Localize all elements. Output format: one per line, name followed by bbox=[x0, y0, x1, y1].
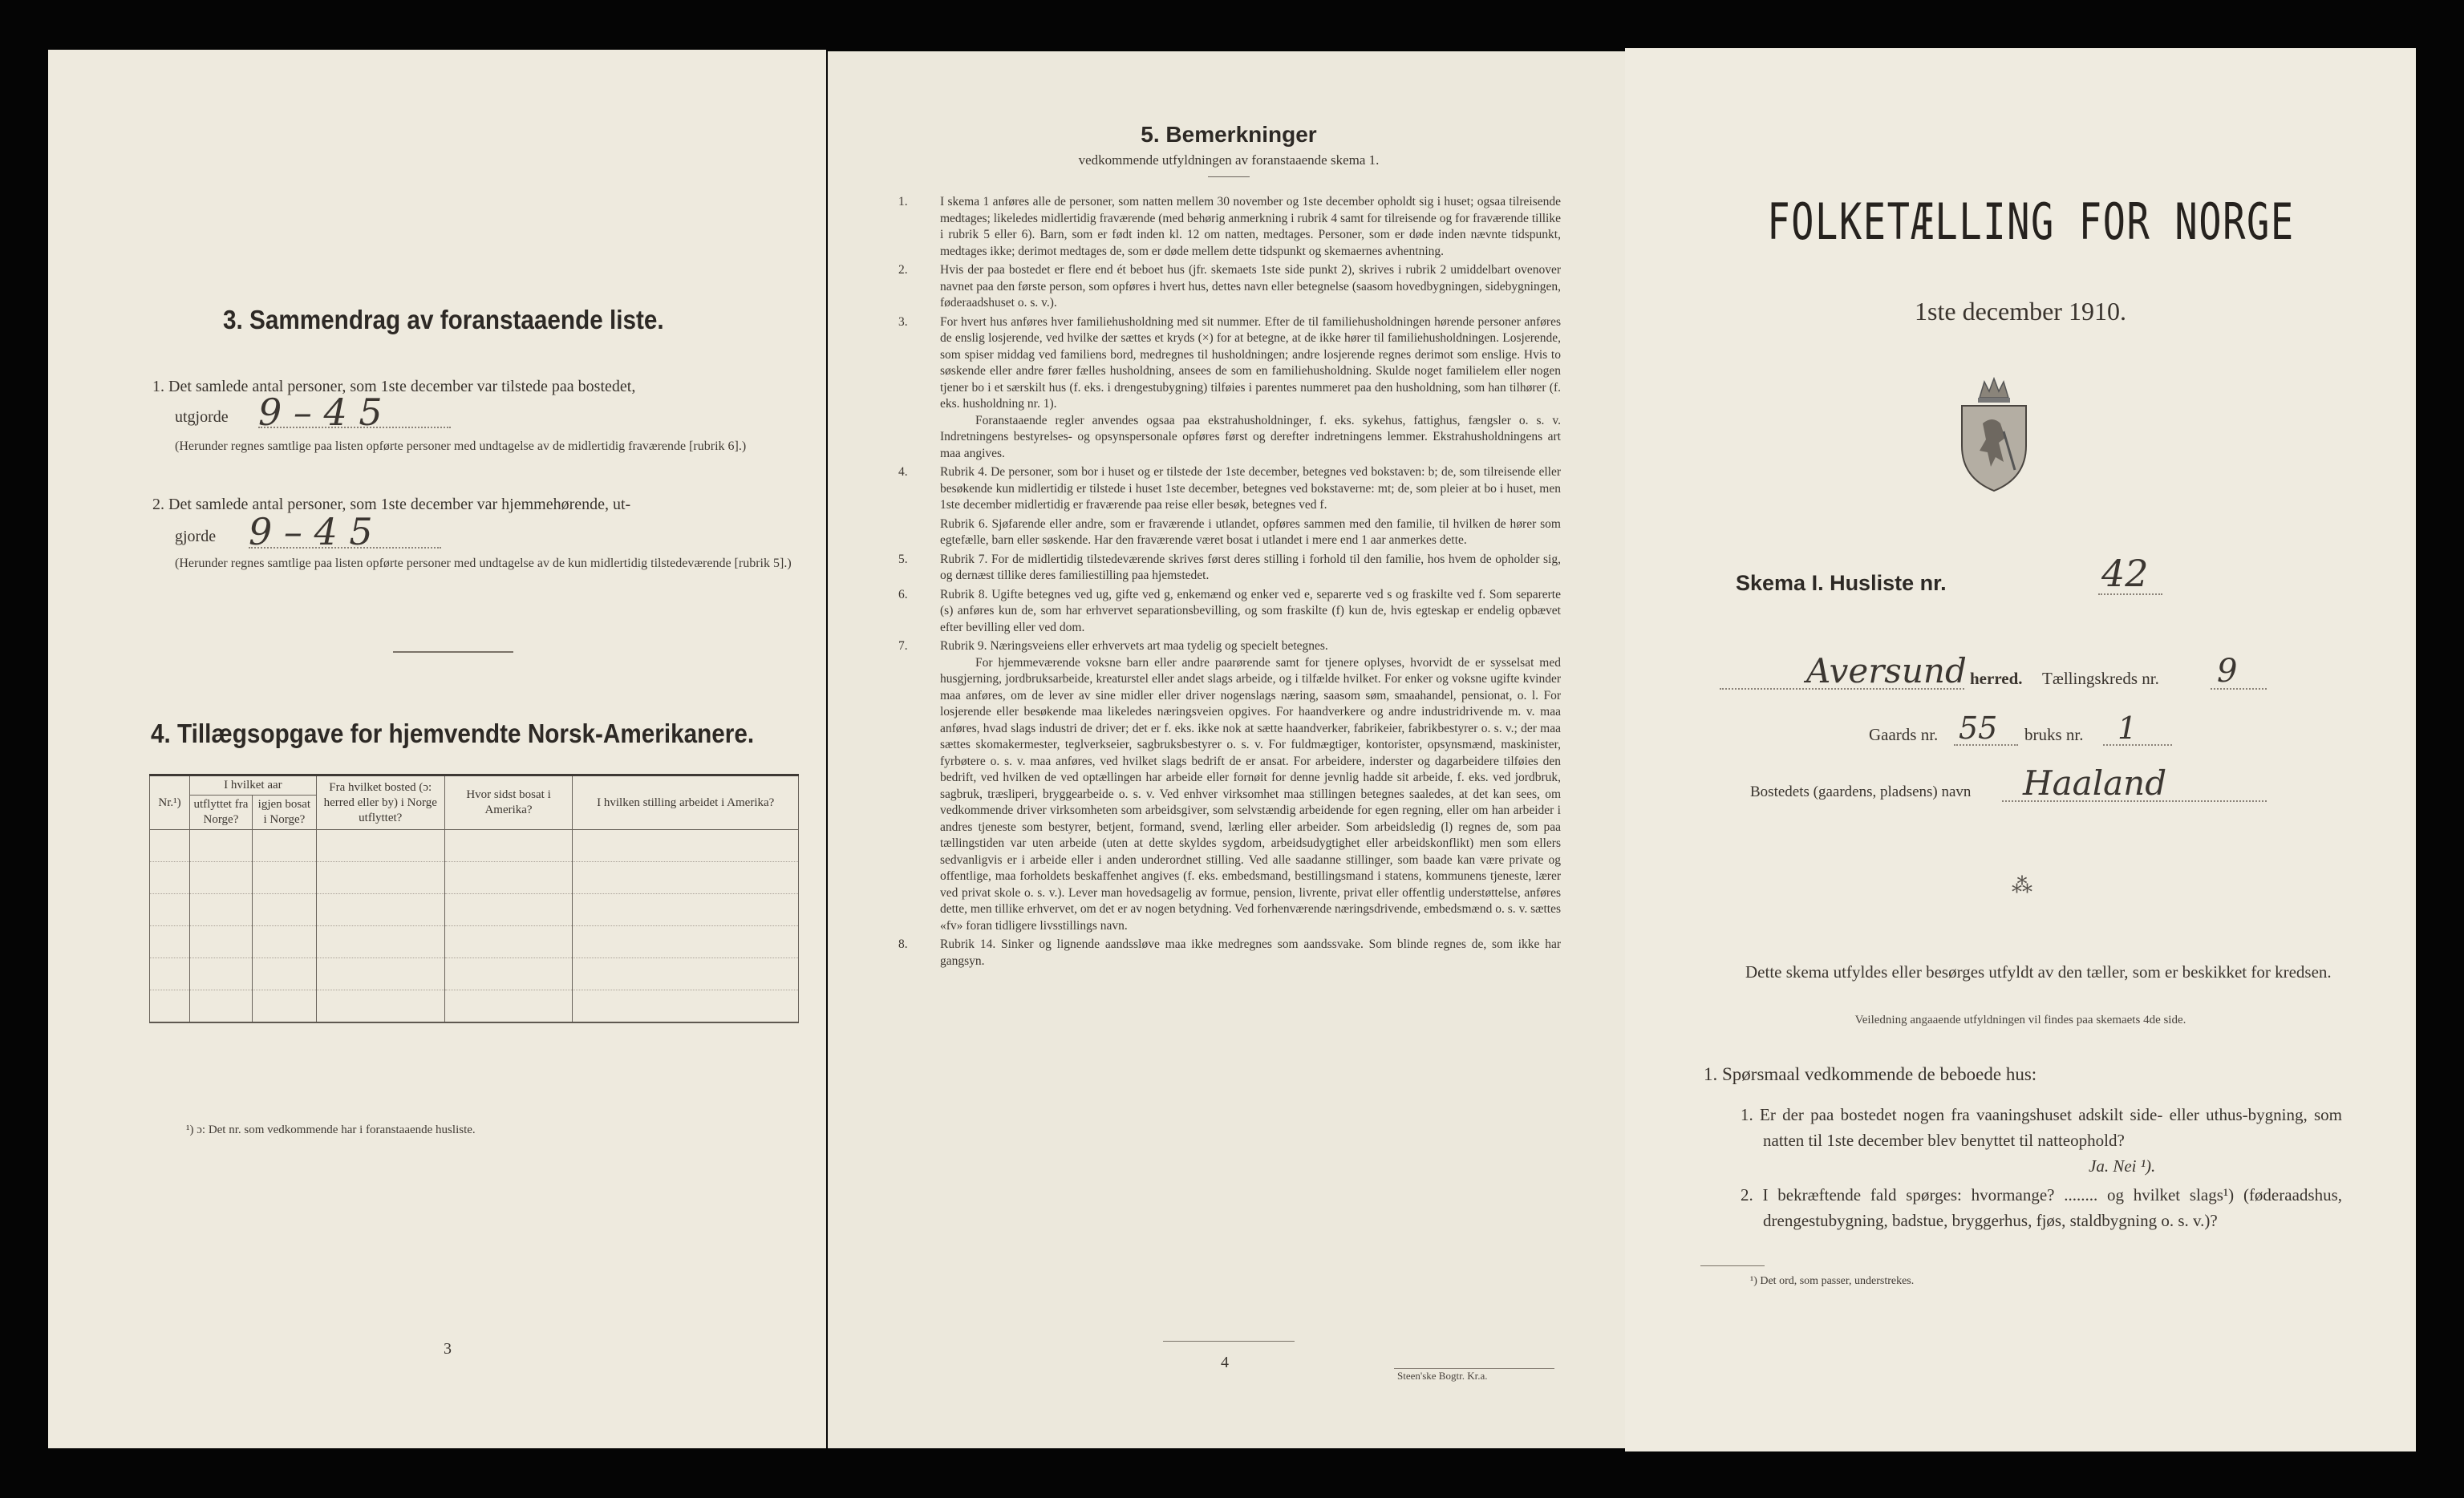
col-hvor: Hvor sidst bosat i Amerika? bbox=[444, 775, 573, 830]
divider bbox=[1700, 1265, 1765, 1266]
herred-label: herred. bbox=[1970, 669, 2023, 688]
remark-7: 7. Rubrik 9. Næringsveiens eller erhvervets art maa tydelig og specielt betegnes. bbox=[898, 639, 1328, 653]
remark-7-extra: For hjemmeværende voksne barn eller andre paarørende samt for tjenere oplyses, hvorvidt de er sysselsat med husgjerning, jordbruksarbeide, kreaturstel eller andet slags arbeide, og i tilfælde hvilket. For enker og voksne ugifte kvinder maa anføres, om de lever av sine midler eller driver nogenslags næring, saasom søm, smaahandel, pensionat, o. l. For losjerende eller besøkende maa likeledes næringsveien opgives. For haandverkere og andre industridrivende m. v. maa anføres, hvad slags industri de driver; det er f. eks. ikke nok at sætte haandverker, fabrikeier, fabrikbestyrer o. s. v.; der maa sættes skomakermester, teglverkseier, sagbruksbestyrer o. s. v. For fuldmægtiger, kontorister, opsynsmænd, maskinister, fyrbøtere o. s. v. maa anføres, ved hvilket slags bedrift de er ansat. For arbeidere, inderster og dagarbeidere tilføies den bedrift, ved hvilken de ved optællingen har arbeide eller fornøit for denne jevnlig hadde sit arbeide, f. eks. ved jordbruk, sagbruk, træsliperi, bryggearbeide o. s. v. Ved enhver virksomhet maa stillingen betegnes saaledes, at det kan sees, om vedkommende driver virksomheten som arbeidsgiver, som selvstændig arbeidende for egen regning, eller om han arbeider i andres tjeneste som bestyrer, betjent, formand, svend, lærling eller arbeider. Som arbeidsledig (l) regnes de, som paa tællingstiden var uten arbeide (uten at dette skyldes sygdom, arbeidsudygtighet eller arbeidskonflikt) men som ellers sedvanligvis er i arbeide eller i anden underordnet stilling. Ved alle saadanne stillinger, som baade kan være private og offentlige, maa forholdets beskaffenhet angives (f. eks. embedsmand, bestillingsmand i statens, kommunens tjeneste, lærer ved privat skole o. s. v.). Lever man hovedsagelig av formue, pension, livrente, privat eller offentlig understøttelse, anføres dette, men tillike erhvervet, om det er av nogen betydning. Ved forhenværende næringsdrivende, embedsmænd o. s. v. sættes «fv» foran tidligere livsstillings navn. bbox=[940, 655, 1561, 933]
question-2: 2. I bekræftende fald spørges: hvormange? ........ og hvilket slags¹) (føderaadshus, drengestubygning, badstue, bryggerhus, fjøs, staldbygning o. s. v.)? bbox=[1741, 1185, 2342, 1230]
form-date: 1ste december 1910. bbox=[1915, 297, 2126, 326]
dotted-line bbox=[2002, 800, 2267, 802]
remark-4: 4. Rubrik 4. De personer, som bor i huset og er tilstede der 1ste december, betegnes ved bokstaven: b; de, som tilreisende eller besøkende kun midlertidig er tilstede i huset 1ste december, betegnes ved bokstaverne: mt; de, som pleier at bo i huset, men 1ste december midlertidig er fraværende paa reise eller besøk, betegnes ved f. bbox=[898, 465, 1561, 512]
section3-item1-text: 1. Det samlede antal personer, som 1ste december var tilstede paa bostedet, bbox=[152, 378, 636, 395]
dotted-line bbox=[1954, 744, 2018, 746]
remark-4-extra: Rubrik 6. Sjøfarende eller andre, som er fraværende i utlandet, opføres sammen med den familie, til hvilken de hører som egtefælle, barn eller søskende. Har den fraværende været bosat i utlandet i mere end 1 aar anmerkes dette. bbox=[940, 516, 1561, 547]
divider bbox=[393, 651, 513, 653]
table-row bbox=[150, 926, 799, 958]
divider bbox=[1394, 1368, 1554, 1369]
dotted-line bbox=[2098, 593, 2162, 595]
kreds-label: Tællingskreds nr. bbox=[2042, 669, 2159, 688]
col-fra: Fra hvilket bosted (ɔ: herred eller by) i Norge utflyttet? bbox=[316, 775, 444, 830]
dotted-line bbox=[2211, 688, 2267, 690]
col-stilling: I hvilken stilling arbeidet i Amerika? bbox=[573, 775, 799, 830]
section3-item2-text: 2. Det samlede antal personer, som 1ste december var hjemmehørende, ut- bbox=[152, 496, 631, 513]
skema-label: Skema I. Husliste nr. bbox=[1736, 571, 1947, 595]
gaards-label: Gaards nr. bbox=[1869, 725, 1939, 744]
dotted-line bbox=[2103, 744, 2172, 746]
middle-page bbox=[828, 51, 1630, 1448]
section3-title: 3. Sammendrag av foranstaaende liste. bbox=[223, 305, 664, 334]
bosted-label: Bostedets (gaardens, pladsens) navn bbox=[1750, 783, 1972, 800]
form-title: FOLKETÆLLING FOR NORGE bbox=[1767, 192, 2295, 251]
remark-2: 2. Hvis der paa bostedet er flere end ét beboet hus (jfr. skemaets 1ste side punkt 2), skrives i rubrik 2 umiddelbart ovenover navnet paa den første person, som opføres i hvert hus, dettes navn eller betegnelse (saasom hovedbygningen, sidebygningen, føderaadshuset o. s. v.). bbox=[898, 263, 1561, 310]
table-row bbox=[150, 990, 799, 1023]
right-page bbox=[1625, 48, 2416, 1451]
divider bbox=[1208, 176, 1250, 177]
remark-3-extra: Foranstaaende regler anvendes ogsaa paa ekstrahusholdninger, f. eks. sykehus, fattighus, fængsler o. s. v. Indretningens bestyrelses- og opsynspersonale opføres først og derefter indretningens lemmer. Ekstrahusholdningens art maa angives. bbox=[940, 413, 1561, 460]
printer-imprint: Steen'ske Bogtr. Kr.a. bbox=[1397, 1370, 1488, 1382]
page-number: 4 bbox=[1221, 1354, 1229, 1371]
remarks-subtitle: vedkommende utfyldningen av foranstaaende skema 1. bbox=[1078, 152, 1380, 168]
section4-title: 4. Tillægsopgave for hjemvendte Norsk-Amerikanere. bbox=[151, 719, 755, 748]
col-nr: Nr.¹) bbox=[150, 775, 190, 830]
remarks-title: 5. Bemerkninger bbox=[1141, 122, 1317, 147]
left-page bbox=[48, 50, 826, 1448]
bosted-value: Haaland bbox=[2023, 763, 2167, 803]
section3-item1-handwritten: 9 – 4 5 bbox=[258, 391, 383, 434]
gaards-value: 55 bbox=[1959, 711, 1998, 746]
col-utflyttet: utflyttet fra Norge? bbox=[189, 796, 252, 830]
remark-8: 8. Rubrik 14. Sinker og lignende aandssløve maa ikke medregnes som aandssvake. Som blinde regnes de, som ikke har gangsyn. bbox=[898, 937, 1561, 968]
ornament-icon: ⁂ bbox=[2012, 874, 2032, 897]
section3-item1-label: utgjorde bbox=[175, 408, 229, 426]
footnote: ¹) Det ord, som passer, understrekes. bbox=[1750, 1275, 1915, 1287]
husliste-nr-value: 42 bbox=[2101, 552, 2149, 595]
question-1: 1. Er der paa bostedet nogen fra vaaningshuset adskilt side- eller uthus-bygning, som natten til 1ste december blev benyttet til natteophold? bbox=[1741, 1105, 2342, 1150]
col-igjen: igjen bosat i Norge? bbox=[252, 796, 316, 830]
col-group: I hvilket aar bbox=[189, 775, 316, 796]
remark-3: 3. For hvert hus anføres hver familiehusholdning med sit nummer. Efter de til familiehusholdningen hørende personer anføres de enslig losjerende, ved hvilke der sættes et kryds (×) for at betegne, at de ikke hører til familiehusholdningen. Losjerende, som spiser middag ved familiens bord, medregnes til husholdningen; andre losjerende regnes derimot som enslige. Hvis to søskende eller andre fører fælles husholdning, ansees de som en familiehusholdning. Skulde noget familielem eller nogen tjener bo i et særskilt hus (f. eks. i drengestubygning) tilføies i parentes nummeret paa den husholdning, som han tilhører (f. eks. husholdning nr. 1). bbox=[898, 314, 1561, 411]
section4-footnote: ¹) ɔ: Det nr. som vedkommende har i foranstaaende husliste. bbox=[186, 1124, 476, 1136]
veiledning-text: Veiledning angaaende utfyldningen vil findes paa skemaets 4de side. bbox=[1854, 1014, 2186, 1026]
bruks-value: 1 bbox=[2118, 711, 2138, 746]
table-row bbox=[150, 862, 799, 894]
kreds-value: 9 bbox=[2217, 653, 2238, 690]
table-row bbox=[150, 830, 799, 862]
page-number: 3 bbox=[444, 1340, 452, 1358]
divider bbox=[1163, 1341, 1295, 1342]
intro-text: Dette skema utfyldes eller besørges utfyldt av den tæller, som er beskikket for kredsen. bbox=[1745, 962, 2332, 982]
section3-item2-label: gjorde bbox=[175, 528, 217, 545]
remark-1: 1. I skema 1 anføres alle de personer, som natten mellem 30 november og 1ste december opholdt sig i huset; ogsaa tilreisende medtages; likeledes midlertidig fraværende (med behørig anmerkning i rubrik 4 samt for tilreisende og for fraværende tillike i rubrik 5 eller 6). Barn, som er født inden kl. 12 om natten, medtages. Personer, som er døde inden nævnte tidspunkt, medtages ikke; derimot medtages de, som er døde mellem dette tidspunkt og skemaernes avhentning. bbox=[898, 195, 1561, 258]
table-row bbox=[150, 958, 799, 990]
questions-header: 1. Spørsmaal vedkommende de beboede hus: bbox=[1704, 1064, 2037, 1084]
norsk-amerikanere-table bbox=[149, 774, 799, 1023]
remark-6: 6. Rubrik 8. Ugifte betegnes ved ug, gifte ved g, enkemænd og enker ved e, separerte ved s og fraskilte ved f. Som separerte (s) anføres kun de, som har erhvervet separationsbevilling, og som fraskilte (f) kun de, hvis egteskap er endelig opbævet efter bevilling eller ved dom. bbox=[898, 587, 1561, 634]
herred-value: Aversund bbox=[1806, 651, 1967, 690]
question-1-answer: Ja. Nei ¹). bbox=[2089, 1156, 2156, 1176]
bruks-label: bruks nr. bbox=[2024, 725, 2084, 744]
norwegian-coat-of-arms-icon bbox=[1955, 374, 2032, 494]
section3-item2-handwritten: 9 – 4 5 bbox=[249, 510, 373, 553]
section3-item1-note: (Herunder regnes samtlige paa listen opførte personer med undtagelse av de midlertidig fraværende [rubrik 6].) bbox=[175, 439, 747, 453]
table-row bbox=[150, 894, 799, 926]
dotted-line bbox=[258, 427, 451, 428]
section3-item2-note: (Herunder regnes samtlige paa listen opførte personer med undtagelse av de kun midlertidig tilstedeværende [rubrik 5].) bbox=[175, 557, 792, 570]
remark-5: 5. Rubrik 7. For de midlertidig tilstedeværende skrives først deres stilling i forhold til den familie, hos hvem de opholder sig, og dernæst tillike deres familiestilling paa hjemstedet. bbox=[898, 552, 1561, 582]
remarks-list bbox=[898, 194, 1561, 972]
dotted-line bbox=[249, 547, 441, 549]
